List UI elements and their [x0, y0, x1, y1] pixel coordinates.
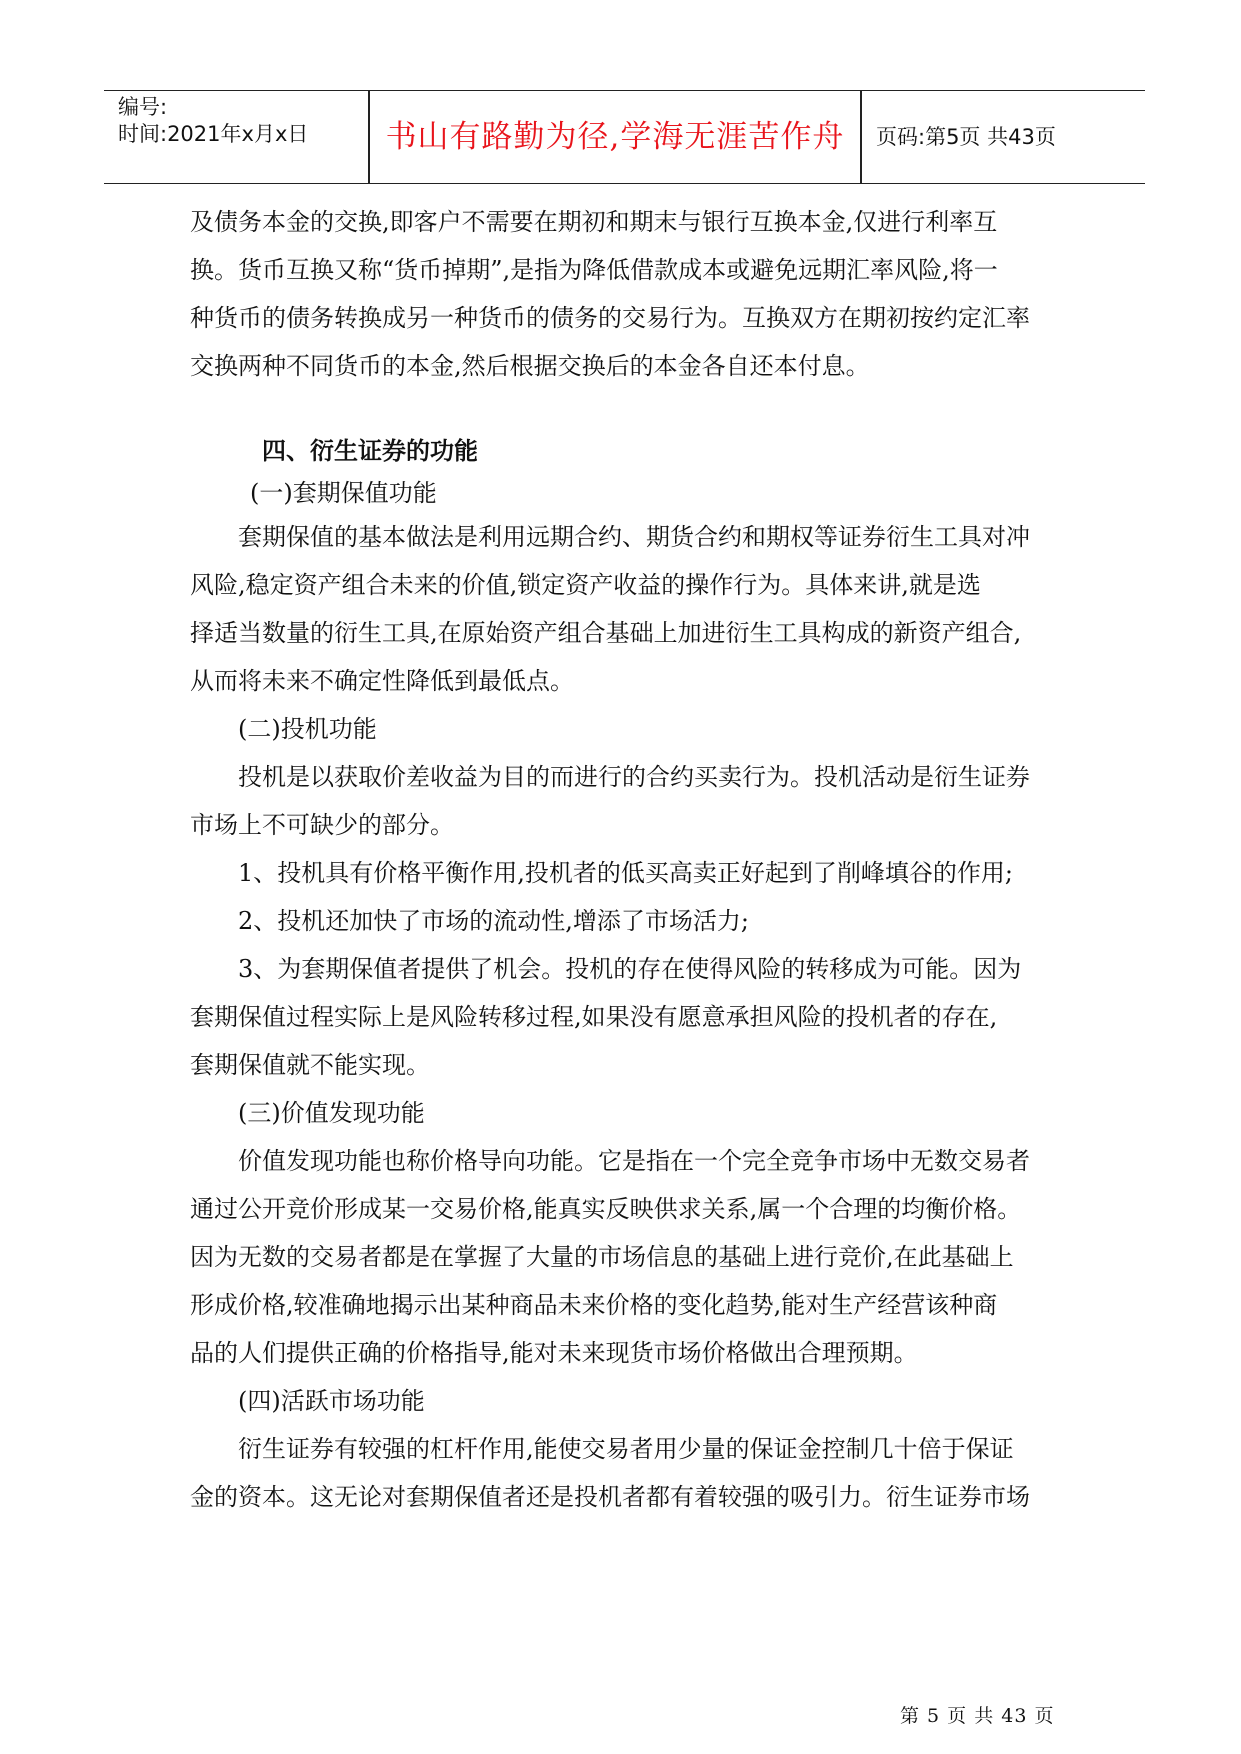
header-page-code: 页码:第5页 共43页: [876, 125, 1056, 149]
body-line: 风险,稳定资产组合未来的价值,锁定资产收益的操作行为。具体来讲,就是选: [190, 571, 981, 599]
list-item: 3、为套期保值者提供了机会。投机的存在使得风险的转移成为可能。因为: [238, 955, 1022, 983]
body-line: 形成价格,较准确地揭示出某种商品未来价格的变化趋势,能对生产经营该种商: [190, 1291, 998, 1319]
page-header: [104, 90, 1145, 184]
body-line: 金的资本。这无论对套期保值者还是投机者都有着较强的吸引力。衍生证券市场: [190, 1483, 1030, 1511]
body-line: 衍生证券有较强的杠杆作用,能使交易者用少量的保证金控制几十倍于保证: [238, 1435, 1014, 1463]
subsection-heading: (一)套期保值功能: [250, 479, 437, 507]
subsection-heading: (三)价值发现功能: [238, 1099, 425, 1127]
body-line: 因为无数的交易者都是在掌握了大量的市场信息的基础上进行竞价,在此基础上: [190, 1243, 1014, 1271]
number-label: 编号:: [118, 95, 168, 119]
list-item: 1、投机具有价格平衡作用,投机者的低买高卖正好起到了削峰填谷的作用;: [238, 859, 1013, 887]
body-line: 套期保值过程实际上是风险转移过程,如果没有愿意承担风险的投机者的存在,: [190, 1003, 998, 1031]
subsection-heading: (二)投机功能: [238, 715, 377, 743]
subsection-heading: (四)活跃市场功能: [238, 1387, 425, 1415]
body-line: 通过公开竞价形成某一交易价格,能真实反映供求关系,属一个合理的均衡价格。: [190, 1195, 1022, 1223]
body-line: 品的人们提供正确的价格指导,能对未来现货市场价格做出合理预期。: [190, 1339, 918, 1367]
body-line: 及债务本金的交换,即客户不需要在期初和期末与银行互换本金,仅进行利率互: [190, 208, 998, 236]
body-line: 套期保值的基本做法是利用远期合约、期货合约和期权等证券衍生工具对冲: [238, 523, 1030, 551]
body-line: 种货币的债务转换成另一种货币的债务的交易行为。互换双方在期初按约定汇率: [190, 304, 1030, 332]
section-heading: 四、衍生证券的功能: [262, 436, 478, 465]
time-label: 时间:2021年x月x日: [118, 122, 309, 146]
body-line: 从而将未来不确定性降低到最低点。: [190, 667, 574, 695]
body-line: 市场上不可缺少的部分。: [190, 811, 454, 839]
header-left-cell: [104, 91, 368, 183]
page-footer: 第 5 页 共 43 页: [900, 1705, 1055, 1727]
body-line: 价值发现功能也称价格导向功能。它是指在一个完全竞争市场中无数交易者: [238, 1147, 1030, 1175]
body-line: 投机是以获取价差收益为目的而进行的合约买卖行为。投机活动是衍生证券: [238, 763, 1030, 791]
body-line: 择适当数量的衍生工具,在原始资产组合基础上加进衍生工具构成的新资产组合,: [190, 619, 1022, 647]
list-item: 2、投机还加快了市场的流动性,增添了市场活力;: [238, 907, 749, 935]
body-line: 交换两种不同货币的本金,然后根据交换后的本金各自还本付息。: [190, 352, 870, 380]
header-motto: 书山有路勤为径,学海无涯苦作舟: [385, 119, 845, 155]
body-line: 套期保值就不能实现。: [190, 1051, 430, 1079]
body-line: 换。货币互换又称“货币掉期”,是指为降低借款成本或避免远期汇率风险,将一: [190, 256, 998, 284]
